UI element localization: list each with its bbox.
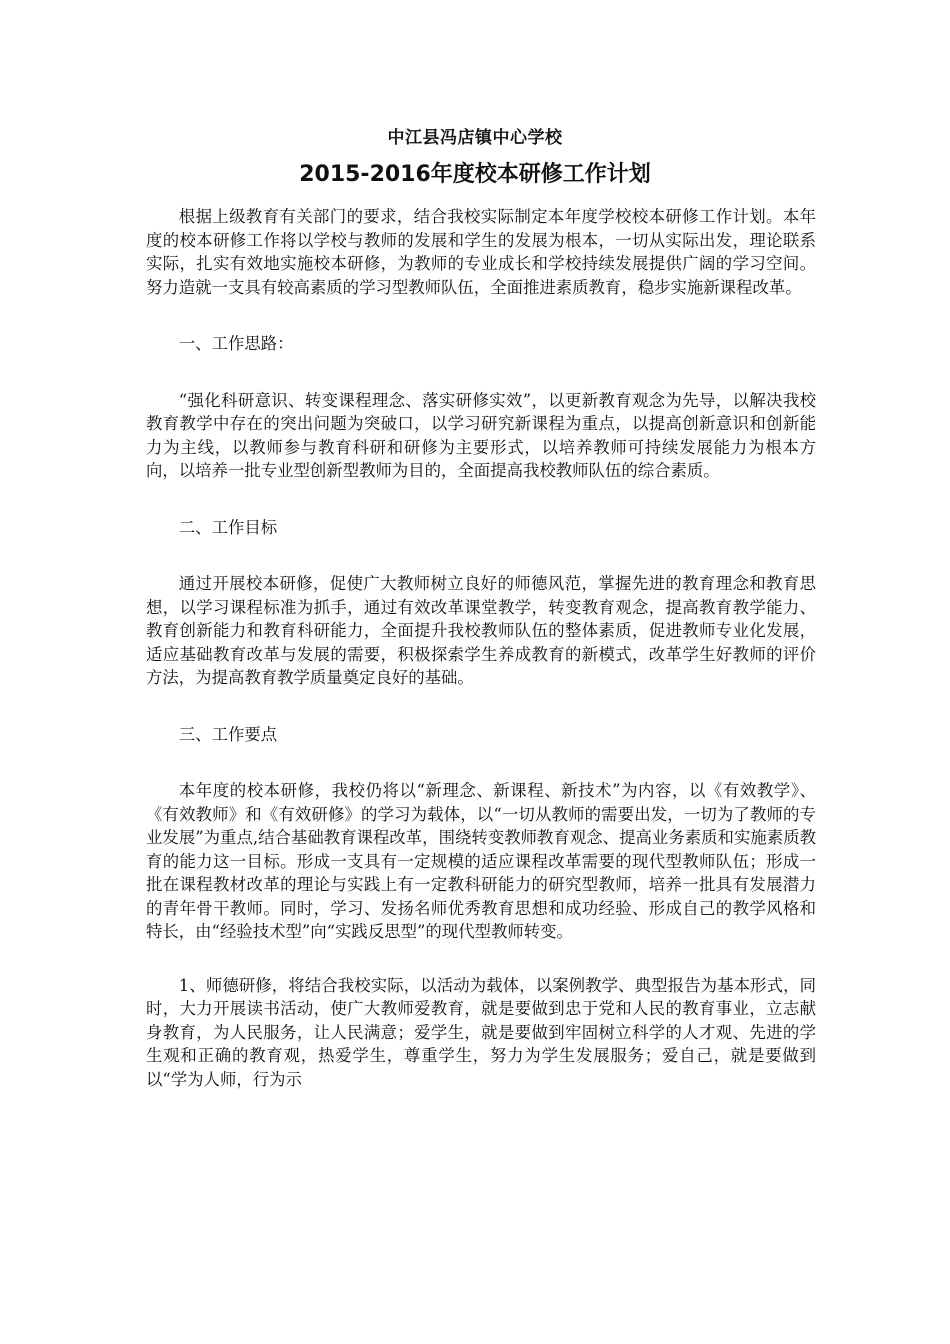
section-paragraph-work-ideas: “强化科研意识、转变课程理念、落实研修实效”，以更新教育观念为先导，以解决我校教育教学中存在的突出问题为突破口，以学习研究新课程为重点，以提高创新意识和创新能力为主线，以教师参与教育科研和研修为主要形式，以培养教师可持续发展能力为根本方向，以培养一批专业型创新型教师为目的，全面提高我校教师队伍的综合素质。 <box>146 390 816 480</box>
section-paragraph-work-points: 本年度的校本研修，我校仍将以“新理念、新课程、新技术”为内容，以《有效教学》、《有效教师》和《有效研修》的学习为载体，以“一切从教师的需要出发，一切为了教师的专业发展”为重点,结合基础教育课程改革，围绕转变教师教育观念、提高业务素质和实施素质教育的能力这一目标。形成一支具有一定规模的适应课程改革需要的现代型教师队伍；形成一批在课程教材改革的理论与实践上有一定教科研能力的研究型教师，培养一批具有发展潜力的青年骨干教师。同时，学习、发扬名师优秀教育思想和成功经验、形成自己的教学风格和特长，由“经验技术型”向“实践反思型”的现代型教师转变。 <box>146 781 816 941</box>
document-body <box>146 205 816 1091</box>
item-paragraph-ethics-training: 1、师德研修，将结合我校实际，以活动为载体，以案例教学、典型报告为基本形式，同时，大力开展读书活动，使广大教师爱教育，就是要做到忠于党和人民的教育事业，立志献身教育，为人民服务，让人民满意；爱学生，就是要做到牢固树立科学的人才观、先进的学生观和正确的教育观，热爱学生，尊重学生，努力为学生发展服务；爱自己，就是要做到以“学为人师，行为示 <box>146 975 816 1089</box>
intro-paragraph: 根据上级教育有关部门的要求，结合我校实际制定本年度学校校本研修工作计划。本年度的校本研修工作将以学校与教师的发展和学生的发展为根本，一切从实际出发，理论联系实际，扎实有效地实施校本研修，为教师的专业成长和学校持续发展提供广阔的学习空间。努力造就一支具有较高素质的学习型教师队伍，全面推进素质教育，稳步实施新课程改革。 <box>146 207 816 297</box>
school-name: 中江县冯店镇中心学校 <box>387 128 563 148</box>
section-heading-work-goals: 二、工作目标 <box>178 517 278 537</box>
document-title: 2015-2016年度校本研修工作计划 <box>299 162 651 187</box>
section-heading-work-ideas: 一、工作思路： <box>178 334 294 353</box>
section-paragraph-work-goals: 通过开展校本研修，促使广大教师树立良好的师德风范，掌握先进的教育理念和教育思想，以学习课程标准为抓手，通过有效改革课堂教学，转变教育观念，提高教育教学能力、教育创新能力和教育科研能力，全面提升我校教师队伍的整体素质，促进教师专业化发展，适应基础教育改革与发展的需要，积极探索学生养成教育的新模式，改革学生好教师的评价方法，为提高教育教学质量奠定良好的基础。 <box>146 574 816 687</box>
section-heading-work-points: 三、工作要点 <box>178 724 278 744</box>
